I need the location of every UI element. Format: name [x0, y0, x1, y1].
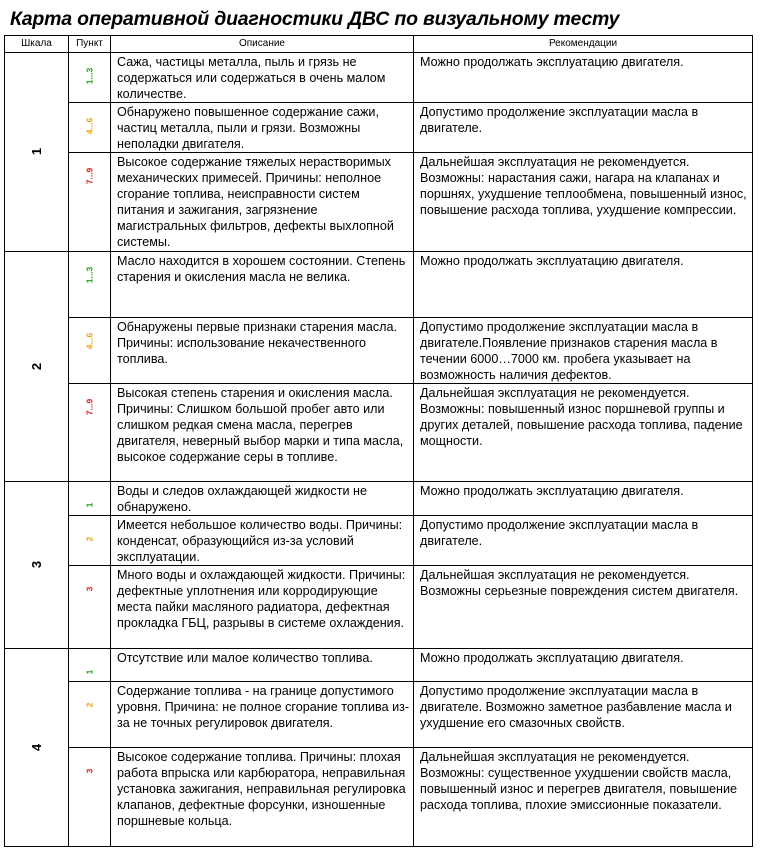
- scale-cell: [5, 649, 69, 847]
- recommendation-cell: Можно продолжать эксплуатацию двигателя.: [414, 53, 753, 103]
- header-scale: Шкала: [5, 36, 69, 53]
- table-row: [5, 252, 753, 318]
- point-cell: [69, 318, 111, 384]
- table-row: [5, 516, 753, 566]
- recommendation-cell: Дальнейшая эксплуатация не рекомендуется. Возможны серьезные повреждения систем двигателя.: [414, 566, 753, 649]
- diagnostics-table: [4, 35, 753, 847]
- scale-cell: [5, 53, 69, 252]
- description-cell: Масло находится в хорошем состоянии. Степень старения и окисления масла не велика.: [111, 252, 414, 318]
- recommendation-cell: Дальнейшая эксплуатация не рекомендуется. Возможны: существенное ухудшении свойств масла, повышенный износ и перегрев двигателя, повышение расхода топлива, плохие эмиссионные показатели.: [414, 748, 753, 847]
- recommendation-cell: Допустимо продолжение эксплуатации масла в двигателе.: [414, 516, 753, 566]
- scale-label: 2: [28, 362, 44, 370]
- description-cell: Отсутствие или малое количество топлива.: [111, 649, 414, 682]
- recommendation-cell: Можно продолжать эксплуатацию двигателя.: [414, 649, 753, 682]
- scale-cell: [5, 252, 69, 482]
- description-cell: Обнаружены первые признаки старения масла. Причины: использование некачественного топлива.: [111, 318, 414, 384]
- description-cell: Воды и следов охлаждающей жидкости не обнаружено.: [111, 482, 414, 516]
- table-row: [5, 682, 753, 748]
- scale-label: 1: [28, 147, 44, 156]
- table-header-row: [5, 36, 753, 53]
- point-cell: [69, 53, 111, 103]
- table-row: [5, 53, 753, 103]
- description-cell: Высокая степень старения и окисления масла. Причины: Слишком большой пробег авто или слишком редкая смена масла, перегрев двигателя, неверный выбор марки и типа масла, высокое содержание серы в топливе.: [111, 384, 414, 482]
- point-cell: [69, 482, 111, 516]
- point-cell: [69, 566, 111, 649]
- point-label: 4...6: [84, 332, 95, 350]
- description-cell: Много воды и охлаждающей жидкости. Причины: дефектные уплотнения или корродирующие места пайки масляного радиатора, дефектная прокладка ГБЦ, разрывы в системе охлаждения.: [111, 566, 414, 649]
- description-cell: Сажа, частицы металла, пыль и грязь не содержаться или содержаться в очень малом количестве.: [111, 53, 414, 103]
- header-point: Пункт: [69, 36, 111, 53]
- point-label: 7...9: [84, 167, 95, 185]
- point-label: 3: [84, 768, 95, 774]
- recommendation-cell: Дальнейшая эксплуатация не рекомендуется. Возможны: нарастания сажи, нагара на клапанах и поршнях, ухудшение теплообмена, повышенный износ, повышение расхода топлива, ухудшение компрессии.: [414, 153, 753, 252]
- table-row: [5, 384, 753, 482]
- recommendation-cell: Можно продолжать эксплуатацию двигателя.: [414, 482, 753, 516]
- description-cell: Содержание топлива - на границе допустимого уровня. Причина: не полное сгорание топлива из-за не точных регулировок двигателя.: [111, 682, 414, 748]
- point-label: 3: [84, 586, 95, 592]
- header-description: Описание: [111, 36, 414, 53]
- point-cell: [69, 748, 111, 847]
- description-cell: Высокое содержание тяжелых нерастворимых механических примесей. Причины: неполное сгорание топлива, неисправности систем питания и зажигания, загрязнение магистральных фильтров, дефекты выхлопной системы.: [111, 153, 414, 252]
- description-cell: Высокое содержание топлива. Причины: плохая работа впрыска или карбюратора, неправильная установка зажигания, неправильная регулировка клапанов, дефектные форсунки, изношенные поршневые кольца.: [111, 748, 414, 847]
- page-title: Карта оперативной диагностики ДВС по визуальному тесту: [10, 8, 620, 30]
- point-cell: [69, 384, 111, 482]
- recommendation-cell: Можно продолжать эксплуатацию двигателя.: [414, 252, 753, 318]
- point-cell: [69, 153, 111, 252]
- recommendation-cell: Допустимо продолжение эксплуатации масла в двигателе. Возможно заметное разбавление масла и ухудшение его смазочных свойств.: [414, 682, 753, 748]
- recommendation-cell: Допустимо продолжение эксплуатации масла в двигателе.Появление признаков старения масла в течении 6000…7000 км. пробега указывает на возможность наличия дефектов.: [414, 318, 753, 384]
- point-label: 1...3: [84, 266, 95, 284]
- table-row: [5, 482, 753, 516]
- point-label: 1: [84, 502, 95, 508]
- table-row: [5, 649, 753, 682]
- point-label: 1...3: [84, 67, 95, 85]
- table-row: [5, 103, 753, 153]
- point-cell: [69, 252, 111, 318]
- table-row: [5, 566, 753, 649]
- point-label: 7...9: [84, 398, 95, 416]
- point-cell: [69, 516, 111, 566]
- scale-label: 4: [28, 743, 44, 751]
- point-label: 2: [84, 536, 95, 542]
- point-label: 4...6: [84, 117, 95, 135]
- table-row: [5, 748, 753, 847]
- recommendation-cell: Допустимо продолжение эксплуатации масла в двигателе.: [414, 103, 753, 153]
- point-cell: [69, 649, 111, 682]
- point-label: 1: [84, 669, 95, 675]
- point-cell: [69, 103, 111, 153]
- header-recommendations: Рекомендации: [414, 36, 753, 53]
- table-row: [5, 318, 753, 384]
- description-cell: Имеется небольшое количество воды. Причины: конденсат, образующийся из-за условий эксплуатации.: [111, 516, 414, 566]
- table-row: [5, 153, 753, 252]
- point-label: 2: [84, 702, 95, 708]
- scale-label: 3: [28, 560, 44, 569]
- description-cell: Обнаружено повышенное содержание сажи, частиц металла, пыли и грязи. Возможны неполадки двигателя.: [111, 103, 414, 153]
- recommendation-cell: Дальнейшая эксплуатация не рекомендуется. Возможны: повышенный износ поршневой группы и других деталей, повышение расхода топлива, падение мощности.: [414, 384, 753, 482]
- point-cell: [69, 682, 111, 748]
- scale-cell: [5, 482, 69, 649]
